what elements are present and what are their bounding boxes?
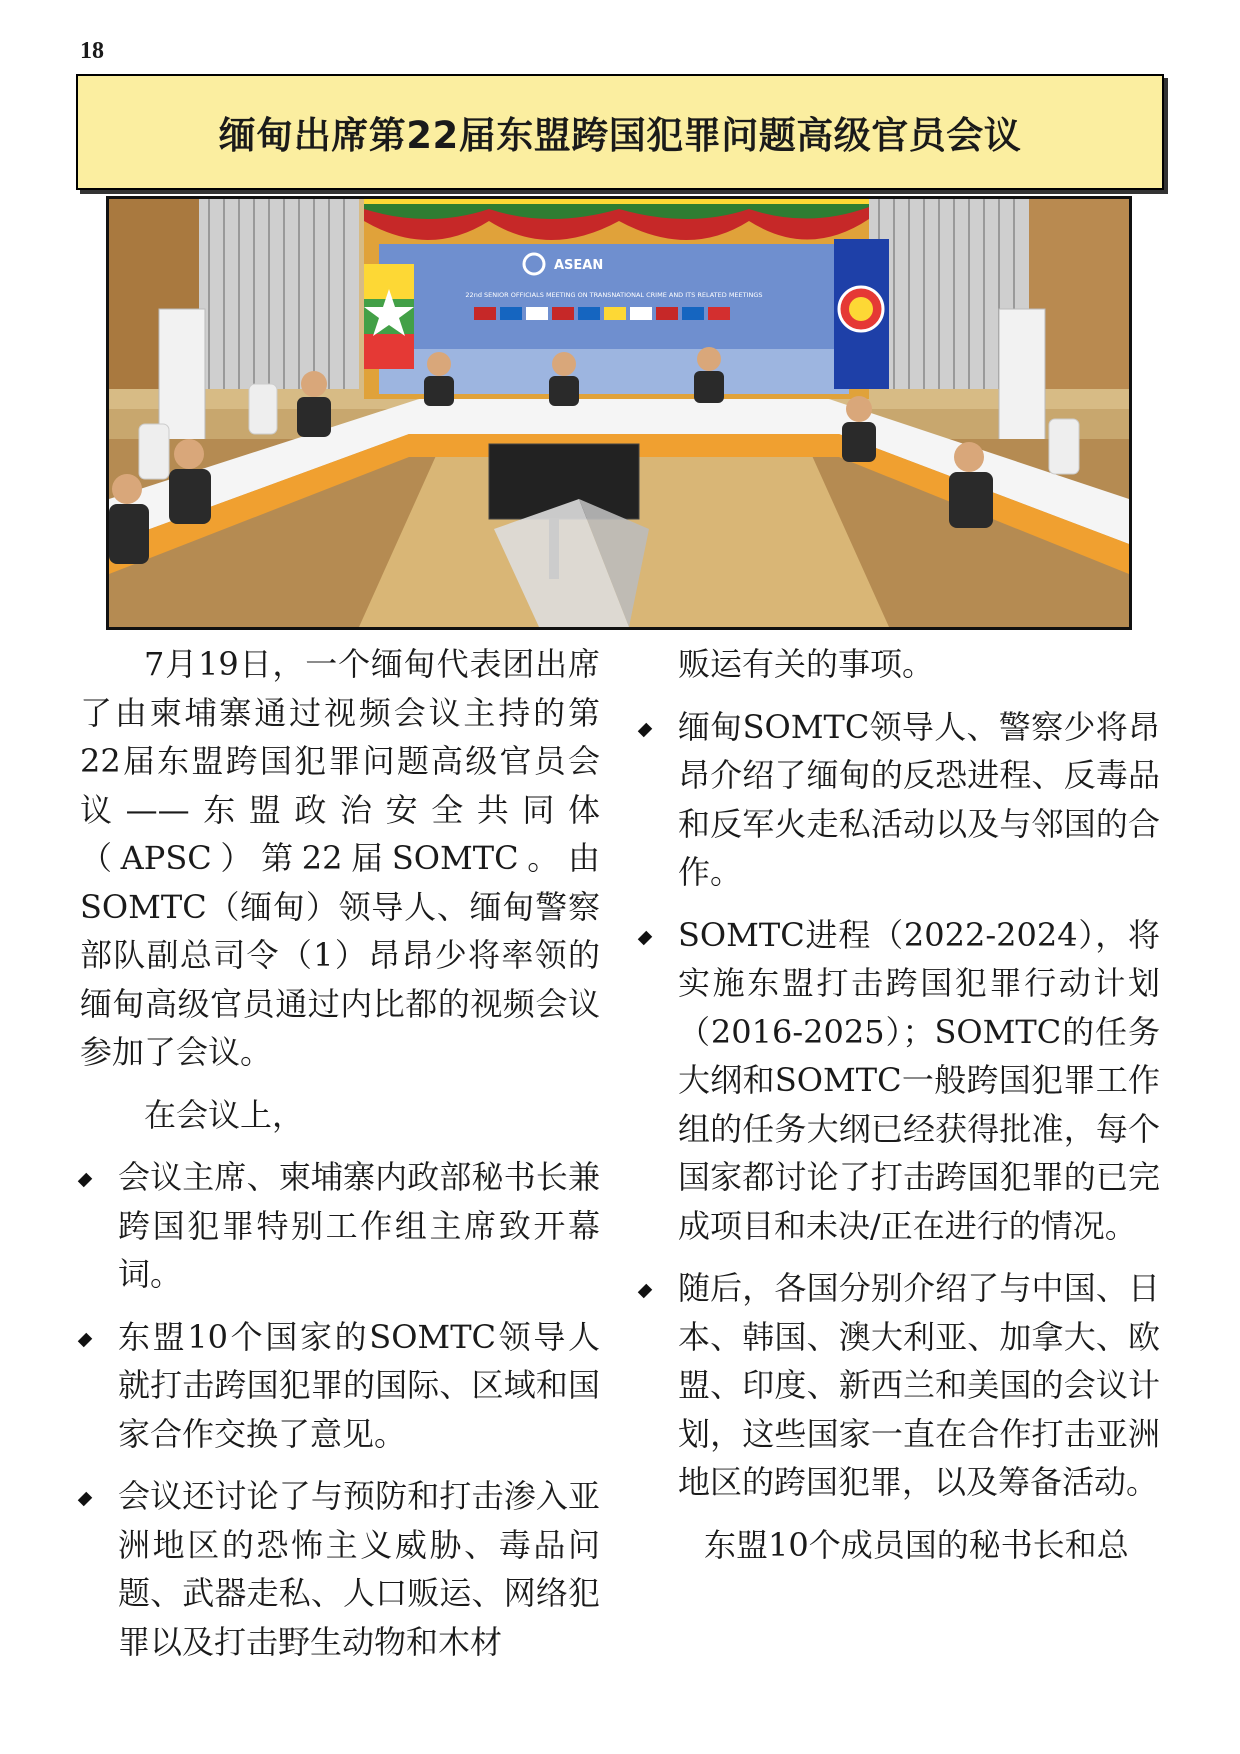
article-title: 缅甸出席第22届东盟跨国犯罪问题高级官员会议 — [218, 114, 1022, 157]
banner-heading: 22nd SENIOR OFFICIALS MEETING ON TRANSNATIONAL CRIME AND ITS RELATED MEETINGS — [465, 291, 763, 299]
list-item: 会议主席、柬埔寨内政部秘书长兼跨国犯罪特别工作组主席致开幕词。 — [80, 1153, 600, 1299]
diamond-bullet-icon — [638, 930, 652, 944]
left-bullet-list — [80, 1153, 600, 1666]
diamond-bullet-icon — [638, 722, 652, 736]
intro-paragraph: 7月19日，一个缅甸代表团出席了由柬埔寨通过视频会议主持的第22届东盟跨国犯罪问题高级官员会议——东盟政治安全共同体（APSC）第22届SOMTC。由SOMTC（缅甸）领导人、缅甸警察部队副总司令（1）昂昂少将率领的缅甸高级官员通过内比都的视频会议参加了会议。 — [80, 645, 600, 1071]
meeting-photo — [106, 196, 1132, 630]
right-column — [640, 640, 1160, 1569]
diamond-bullet-icon — [638, 1284, 652, 1298]
title-box — [76, 74, 1164, 190]
list-item: 缅甸SOMTC领导人、警察少将昂昂介绍了缅甸的反恐进程、反毒品和反军火走私活动以及与邻国的合作。 — [640, 703, 1160, 897]
meeting-photo-illustration — [109, 199, 1129, 627]
closing-paragraph: 东盟10个成员国的秘书长和总 — [704, 1525, 1129, 1564]
list-item: 会议还讨论了与预防和打击渗入亚洲地区的恐怖主义威胁、毒品问题、武器走私、人口贩运、网络犯罪以及打击野生动物和木材 — [80, 1472, 600, 1666]
list-item: SOMTC进程（2022-2024），将实施东盟打击跨国犯罪行动计划（2016-2025）；SOMTC的任务大纲和SOMTC一般跨国犯罪工作组的任务大纲已经获得批准，每个国家都讨论了打击跨国犯罪的已完成项目和未决/正在进行的情况。 — [640, 911, 1160, 1251]
left-column — [80, 640, 600, 1666]
lead-paragraph: 在会议上， — [144, 1095, 305, 1134]
diamond-bullet-icon — [78, 1173, 92, 1187]
banner-logo-text: ASEAN — [554, 258, 604, 273]
continuation-text: 贩运有关的事项。 — [678, 645, 935, 683]
right-bullet-list — [640, 703, 1160, 1507]
diamond-bullet-icon — [78, 1492, 92, 1506]
list-item: 东盟10个国家的SOMTC领导人就打击跨国犯罪的国际、区域和国家合作交换了意见。 — [80, 1313, 600, 1459]
page-number: 18 — [80, 38, 104, 64]
diamond-bullet-icon — [78, 1332, 92, 1346]
list-item: 随后，各国分别介绍了与中国、日本、韩国、澳大利亚、加拿大、欧盟、印度、新西兰和美国的会议计划，这些国家一直在合作打击亚洲地区的跨国犯罪，以及筹备活动。 — [640, 1264, 1160, 1507]
